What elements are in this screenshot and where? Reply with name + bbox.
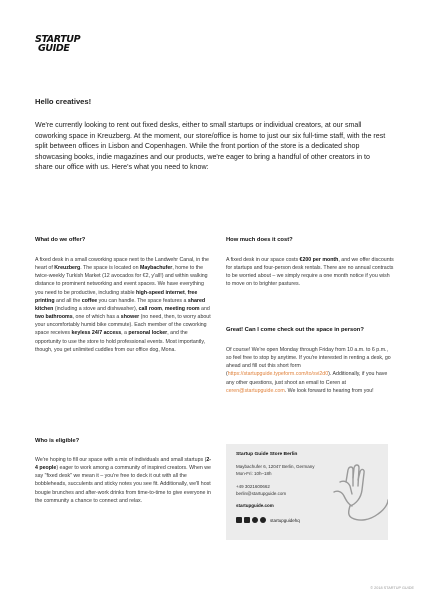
- text-run: , one of which has a: [72, 314, 121, 321]
- what-offer-body: [35, 256, 213, 354]
- bold-phrase: keyless 24/7 access: [71, 330, 122, 337]
- text-run: (no need, then, to worry about your uncomfortably humid bike commute). Each member of the coworking space receives: [35, 314, 211, 337]
- hand-doodle-icon: [326, 446, 388, 540]
- text-run: . The space is located on: [80, 265, 140, 272]
- check-out-body: [226, 346, 394, 395]
- text-run: you can handle. The space features a: [97, 297, 188, 304]
- text-run: ,: [161, 305, 165, 312]
- bold-phrase: meeting room: [164, 305, 200, 312]
- text-run: ). Additionally, if you have any other questions, just shoot an email to Ceren at: [226, 371, 388, 386]
- text-run: , and the opportunity to use the store to hold professional events. Most importantly, though, you get unlimited cuddles from our office dog, Mona.: [35, 330, 206, 353]
- card-phone[interactable]: +49 3021600662: [236, 484, 270, 489]
- text-run: and: [199, 305, 210, 312]
- social-row: [236, 517, 300, 523]
- bold-phrase: coffee: [81, 297, 98, 304]
- bold-phrase: high-speed internet: [136, 289, 185, 296]
- social-handle[interactable]: startupguidehq: [270, 517, 300, 523]
- check-out-title: Great! Can I come check out the space in person?: [226, 327, 364, 333]
- bold-phrase: 2-4 people: [35, 457, 211, 472]
- eligible-body: [35, 456, 213, 505]
- bold-phrase: Kreuzberg: [54, 265, 81, 272]
- text-run: Of course! We're open Monday through Friday from 10 a.m. to 6 p.m., so feel free to stop by anytime. If you're interested in renting a desk, go ahead and fill out this short form (: [226, 347, 391, 378]
- card-title: Startup Guide Store Berlin: [236, 452, 298, 457]
- bold-phrase: personal locker: [128, 330, 168, 337]
- text-run: ) eager to work among a community of inspired creators. When we say "fixed desk" we mean it – you're free to deck it out with all the bobbleheads, succulents and sticky notes you see fit. Additionally, we'll host bougie brunches and after-work drinks from time-to-time to give everyone in the community a chance to connect and relax.: [35, 465, 211, 504]
- text-run: , home to the twice-weekly Turkish Market (12 avocados for €2, y'all!) and within walking distance to prominent networking and event spaces. We have everything you need to be productive, including stable: [35, 265, 208, 296]
- text-run: (including a stove and dishwasher),: [53, 305, 139, 312]
- text-run: . We look forward to hearing from you!: [284, 387, 374, 394]
- greeting-heading: Hello creatives!: [35, 97, 92, 106]
- eligible-title: Who is eligible?: [35, 438, 80, 444]
- card-address: Maybachufer 6, 12047 Berlin, Germany: [236, 464, 315, 469]
- bold-phrase: shower: [120, 314, 140, 321]
- contact-card: [226, 444, 388, 540]
- startup-guide-logo: [35, 34, 81, 63]
- bold-phrase: free printing: [35, 289, 198, 304]
- text-run: We're hoping to fill our space with a mix of individuals and small startups (: [35, 457, 207, 463]
- how-much-title: How much does it cost?: [226, 237, 293, 243]
- text-run: and all the: [54, 297, 82, 304]
- logo-line-1: STARTUP: [35, 34, 81, 45]
- instagram-icon[interactable]: [252, 517, 258, 523]
- bold-phrase: €200 per month: [299, 257, 339, 263]
- inline-link[interactable]: https://startupguide.typeform.com/to/svi2d0: [227, 371, 329, 378]
- how-much-body: [226, 256, 394, 289]
- card-email[interactable]: berlin@startupguide.com: [236, 491, 287, 496]
- text-run: ,: [184, 289, 188, 296]
- linkedin-icon[interactable]: [244, 517, 250, 523]
- copyright-notice: © 2018 STARTUP GUIDE: [370, 586, 414, 590]
- facebook-icon[interactable]: [236, 517, 242, 523]
- bold-phrase: shared kitchen: [35, 297, 206, 312]
- text-run: A fixed desk in our space costs: [226, 257, 300, 263]
- intro-paragraph: We're currently looking to rent out fixed desks, either to small startups or individual creators, at our small coworking space in Kreuzberg. At the moment, our store/office is home to just our six full-time staff, with the rest split between offices in Lisbon and Copenhagen. While the front portion of the store is a dedicated shop showcasing books, indie magazines and our products, we're eager to bring a handful of other creators in to share our office with us. Here's what you need to know:: [35, 121, 386, 172]
- inline-link[interactable]: ceren@startupguide.com: [226, 387, 285, 394]
- text-run: A fixed desk in a small coworking space next to the Landwehr Canal, in the heart of: [35, 257, 209, 272]
- text-run: , and we offer discounts for startups and four-person desk rentals. There are no annual contracts to be worried about – we simply require a one month notice if you wish to move on to brighter pastures.: [226, 257, 394, 288]
- logo-line-2: GUIDE: [38, 43, 70, 54]
- bold-phrase: two bathrooms: [35, 314, 73, 321]
- bold-phrase: Maybachufer: [139, 265, 173, 272]
- text-run: , a: [121, 330, 129, 337]
- card-website[interactable]: startupguide.com: [236, 503, 274, 508]
- what-offer-title: What do we offer?: [35, 237, 86, 243]
- card-hours: Mon-Fri: 10h–18h: [236, 471, 272, 476]
- bold-phrase: call room: [138, 305, 162, 312]
- twitter-icon[interactable]: [260, 517, 266, 523]
